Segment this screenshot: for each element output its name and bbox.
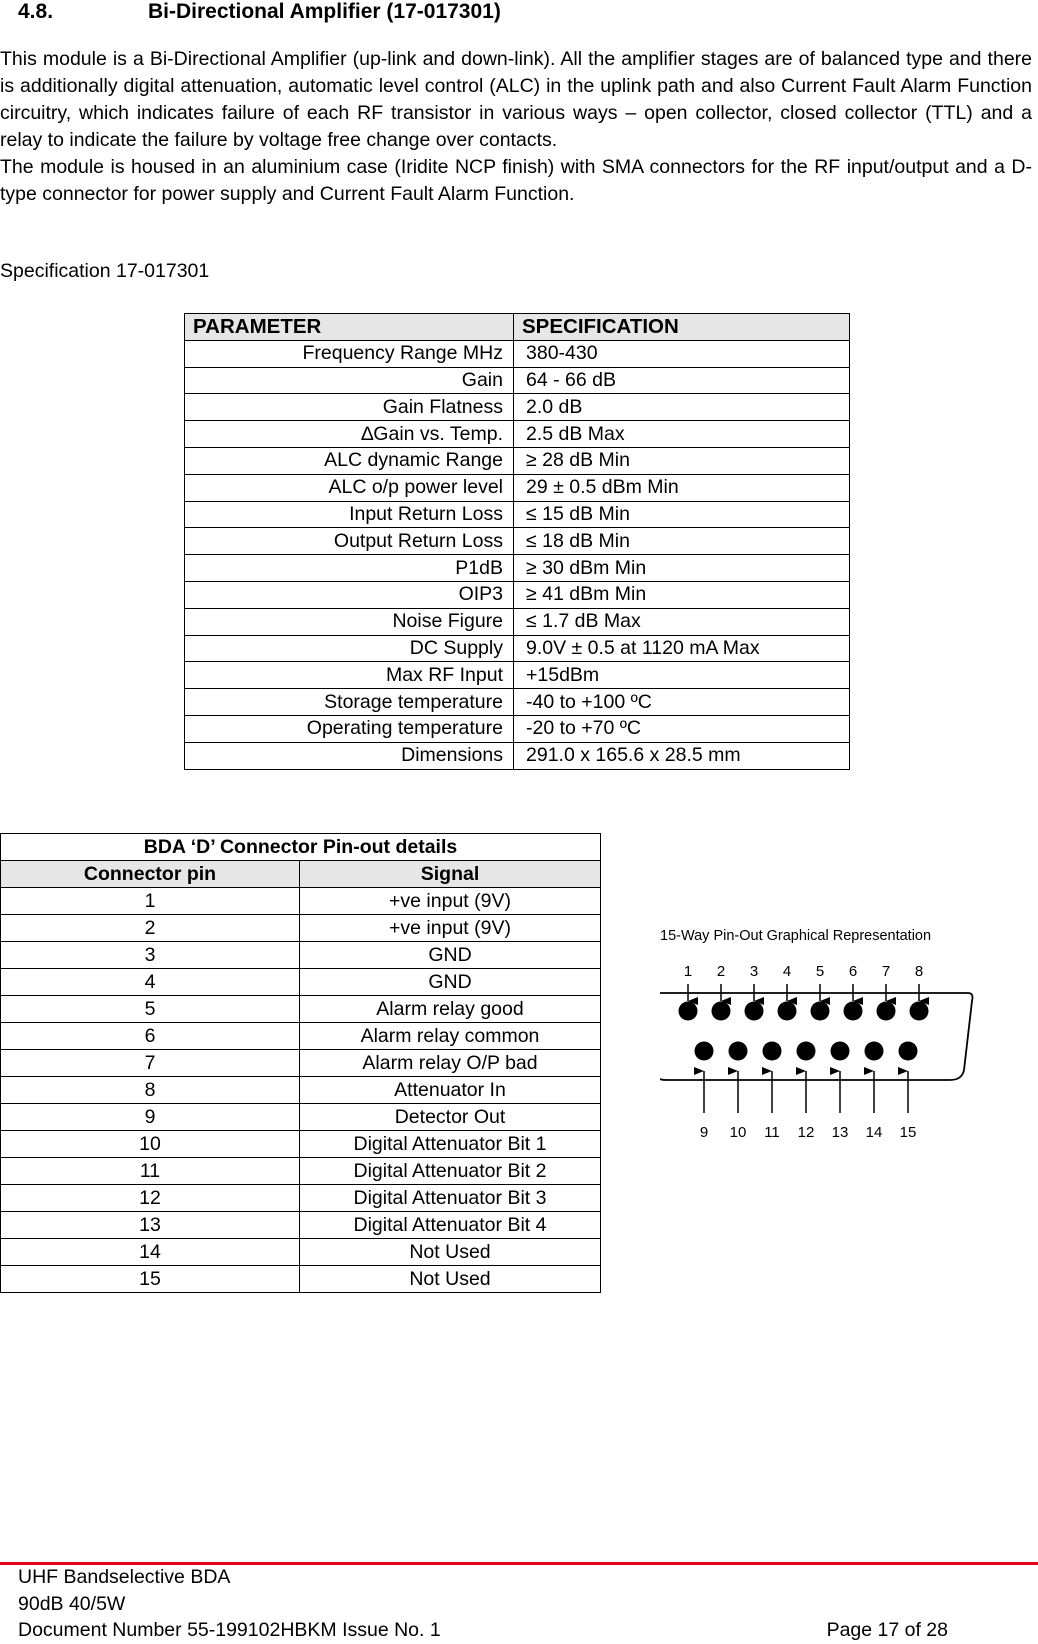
spec-param: ALC dynamic Range [185,447,514,474]
spec-value: 9.0V ± 0.5 at 1120 mA Max [514,635,850,662]
spec-value: ≥ 28 dB Min [514,447,850,474]
diagram-pin-dot [695,1042,714,1061]
pin-number: 3 [1,942,300,969]
spec-value: 64 - 66 dB [514,367,850,394]
intro-text [0,46,1032,208]
diagram-pin-label: 8 [914,963,924,980]
section-heading [18,0,501,24]
diagram-pin-dot [745,1002,764,1021]
spec-table-header [185,314,850,341]
pin-signal: GND [300,942,601,969]
spec-param: P1dB [185,555,514,582]
diagram-pin-label: 4 [782,963,792,980]
diagram-pin-label: 14 [865,1124,883,1141]
diagram-pin-label: 6 [848,963,858,980]
footer-doc-number: Document Number 55-199102HBKM Issue No. 1 [18,1619,441,1641]
diagram-pin-dot [797,1042,816,1061]
diagram-pin-dot [899,1042,918,1061]
diagram-pin-dot [831,1042,850,1061]
pin-table-header [1,861,601,888]
pin-row [1,1077,601,1104]
spec-value: -40 to +100 ºC [514,689,850,716]
pin-row [1,1131,601,1158]
spec-value: ≤ 1.7 dB Max [514,608,850,635]
pin-signal: GND [300,969,601,996]
pin-row [1,1104,601,1131]
diagram-pin-label: 13 [831,1124,849,1141]
pin-number: 10 [1,1131,300,1158]
spec-value: +15dBm [514,662,850,689]
diagram-pin-dot [910,1002,929,1021]
diagram-pin-dot [844,1002,863,1021]
pin-row [1,915,601,942]
spec-row [185,662,850,689]
spec-row [185,474,850,501]
spec-value: -20 to +70 ºC [514,715,850,742]
diagram-pin-dot [811,1002,830,1021]
spec-param: Gain [185,367,514,394]
spec-row [185,742,850,769]
pin-header-signal: Signal [300,861,601,888]
spec-value: ≥ 30 dBm Min [514,555,850,582]
pin-signal: Alarm relay good [300,996,601,1023]
spec-row [185,394,850,421]
spec-param: ALC o/p power level [185,474,514,501]
spec-value: 291.0 x 165.6 x 28.5 mm [514,742,850,769]
pin-row [1,888,601,915]
pin-number: 5 [1,996,300,1023]
spec-param: Output Return Loss [185,528,514,555]
spec-value: ≥ 41 dBm Min [514,581,850,608]
pin-number: 4 [1,969,300,996]
spec-title: Specification 17-017301 [0,260,210,282]
pin-table-caption-row [1,834,601,861]
diagram-pin-dot [763,1042,782,1061]
diagram-pin-dot [865,1042,884,1061]
spec-param: Max RF Input [185,662,514,689]
pin-header-pin: Connector pin [1,861,300,888]
diagram-pin-label: 11 [764,1124,780,1141]
spec-row [185,715,850,742]
diagram-pin-label: 15 [899,1124,917,1141]
pin-signal: +ve input (9V) [300,915,601,942]
spec-row [185,528,850,555]
spec-row [185,340,850,367]
pin-row [1,942,601,969]
pin-signal: Digital Attenuator Bit 2 [300,1158,601,1185]
spec-row [185,581,850,608]
spec-header-spec: SPECIFICATION [514,314,850,341]
spec-param: Frequency Range MHz [185,340,514,367]
spec-row [185,447,850,474]
spec-value: 2.5 dB Max [514,421,850,448]
pin-number: 15 [1,1266,300,1293]
spec-param: Storage temperature [185,689,514,716]
spec-param: Gain Flatness [185,394,514,421]
pin-row [1,1212,601,1239]
pin-number: 2 [1,915,300,942]
spec-header-param: PARAMETER [185,314,514,341]
pin-row [1,969,601,996]
pin-number: 11 [1,1158,300,1185]
diagram-pin-label: 9 [699,1124,709,1141]
intro-paragraph-2: The module is housed in an aluminium case (Iridite NCP finish) with SMA connectors for the RF input/output and a D-type connector for power supply and Current Fault Alarm Function. [0,156,1032,205]
diagram-pin-dot [877,1002,896,1021]
diagram-pin-label: 1 [683,963,693,980]
spec-param: DC Supply [185,635,514,662]
diagram-pin-dot [778,1002,797,1021]
footer-model: 90dB 40/5W [18,1592,126,1615]
pin-number: 13 [1,1212,300,1239]
spec-param: Noise Figure [185,608,514,635]
pin-number: 6 [1,1023,300,1050]
spec-row [185,555,850,582]
spec-param: OIP3 [185,581,514,608]
section-title: Bi-Directional Amplifier (17-017301) [148,0,501,23]
pin-row [1,1266,601,1293]
pin-table-caption: BDA ‘D’ Connector Pin-out details [1,834,601,861]
spec-row [185,501,850,528]
spec-param: ∆Gain vs. Temp. [185,421,514,448]
pin-row [1,1050,601,1077]
pin-row [1,996,601,1023]
spec-param: Operating temperature [185,715,514,742]
pin-number: 9 [1,1104,300,1131]
spec-value: ≤ 15 dB Min [514,501,850,528]
pin-row [1,1158,601,1185]
diagram-pin-label: 10 [729,1124,747,1141]
diagram-pin-dot [729,1042,748,1061]
spec-row [185,367,850,394]
diagram-pin-label: 12 [797,1124,815,1141]
diagram-pin-dot [679,1002,698,1021]
spec-row [185,635,850,662]
spec-value: 380-430 [514,340,850,367]
spec-row [185,421,850,448]
diagram-pin-label: 7 [881,963,891,980]
footer-product: UHF Bandselective BDA [18,1566,231,1588]
pin-signal: Detector Out [300,1104,601,1131]
pin-row [1,1185,601,1212]
spec-param: Input Return Loss [185,501,514,528]
pin-signal: Not Used [300,1239,601,1266]
pin-number: 7 [1,1050,300,1077]
d-connector-diagram [660,925,1020,1215]
footer-page-number: Page 17 of 28 [826,1619,948,1641]
diagram-pin-dot [712,1002,731,1021]
diagram-pin-label: 3 [749,963,759,980]
spec-row [185,608,850,635]
pin-row [1,1239,601,1266]
pin-number: 14 [1,1239,300,1266]
pin-signal: Attenuator In [300,1077,601,1104]
spec-value: ≤ 18 dB Min [514,528,850,555]
pin-signal: Not Used [300,1266,601,1293]
footer [18,1564,948,1644]
diagram-title: 15-Way Pin-Out Graphical Representation [660,928,932,944]
pin-signal: Digital Attenuator Bit 4 [300,1212,601,1239]
spec-row [185,689,850,716]
pin-signal: +ve input (9V) [300,888,601,915]
pin-signal: Alarm relay O/P bad [300,1050,601,1077]
diagram-pin-label: 5 [815,963,825,980]
diagram-pin-label: 2 [716,963,726,980]
pin-number: 8 [1,1077,300,1104]
pin-row [1,1023,601,1050]
pin-signal: Digital Attenuator Bit 1 [300,1131,601,1158]
spec-value: 2.0 dB [514,394,850,421]
spec-param: Dimensions [185,742,514,769]
section-number: 4.8. [18,0,54,23]
pin-table [0,833,601,1293]
spec-table [184,313,850,770]
pin-signal: Digital Attenuator Bit 3 [300,1185,601,1212]
pin-signal: Alarm relay common [300,1023,601,1050]
pin-number: 12 [1,1185,300,1212]
pin-number: 1 [1,888,300,915]
spec-value: 29 ± 0.5 dBm Min [514,474,850,501]
intro-paragraph-1: This module is a Bi-Directional Amplifier (up-link and down-link). All the amplifier stages are of balanced type and there is additionally digital attenuation, automatic level control (ALC) in the uplink path and also Current Fault Alarm Function circuitry, which indicates failure of each RF transistor in various ways – open collector, closed collector (TTL) and a relay to indicate the failure by voltage free change over contacts. [0,48,1032,151]
